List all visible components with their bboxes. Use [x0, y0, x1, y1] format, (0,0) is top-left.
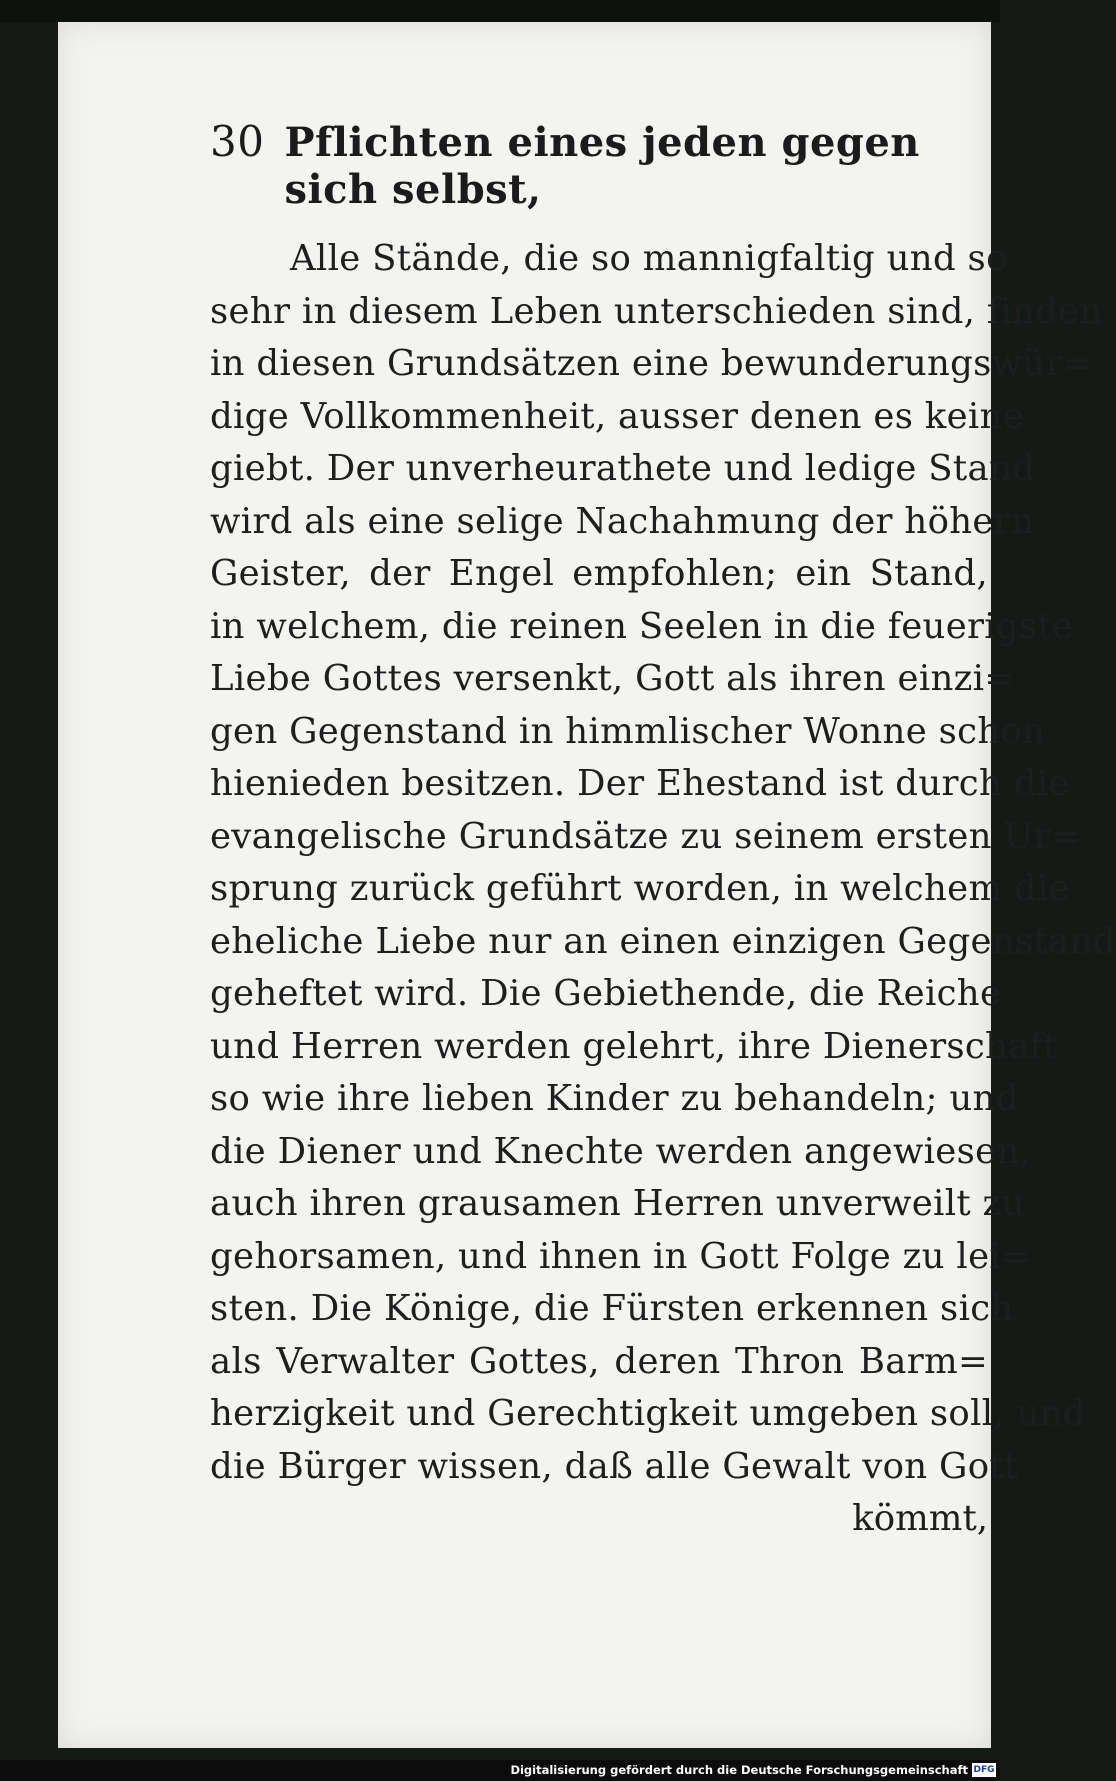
page-number: 30 — [210, 117, 265, 166]
text-line: gen Gegenstand in himmlischer Wonne schon — [210, 710, 1046, 752]
text-line: Geister, der Engel empfohlen; ein Stand, — [210, 553, 988, 594]
text-line: hienieden besitzen. Der Ehestand ist durch die — [210, 763, 1070, 804]
text-line: geheftet wird. Die Gebiethende, die Reiche — [210, 973, 1002, 1014]
running-head — [210, 117, 988, 213]
text-line: evangelische Grundsätze zu seinem ersten Ur= — [210, 815, 1081, 857]
text-line: sprung zurück geführt worden, in welchem die — [210, 868, 1070, 909]
catchword: kömmt, — [852, 1498, 988, 1539]
text-line: sehr in diesem Leben unterschieden sind, finden — [210, 290, 1103, 332]
text-line: die Bürger wissen, daß alle Gewalt von Gott — [210, 1445, 1019, 1487]
digitization-footer — [0, 1760, 1000, 1781]
body-paragraph — [210, 233, 1116, 1493]
text-line: dige Vollkommenheit, ausser denen es keine — [210, 395, 1025, 437]
book-page — [58, 22, 1116, 1748]
scan-border — [0, 0, 1000, 22]
text-line: Alle Stände, die so mannigfaltig und so — [290, 238, 1008, 279]
text-line: in diesen Grundsätzen eine bewunderungswür= — [210, 343, 1093, 384]
text-line: so wie ihre lieben Kinder zu behandeln; und — [210, 1078, 1019, 1119]
funding-credit: Digitalisierung gefördert durch die Deutsche Forschungsgemeinschaft — [510, 1763, 968, 1777]
text-line: als Verwalter Gottes, deren Thron Barm= — [210, 1340, 988, 1382]
text-line: auch ihren grausamen Herren unverweilt zu — [210, 1183, 1025, 1224]
text-line: sten. Die Könige, die Fürsten erkennen sich — [210, 1288, 1014, 1329]
text-line: wird als eine selige Nachahmung der höhern — [210, 500, 1035, 542]
running-title: Pflichten eines jeden gegen sich selbst, — [284, 119, 920, 213]
text-line: giebt. Der unverheurathete und ledige Stand — [210, 448, 1036, 489]
text-line: Liebe Gottes versenkt, Gott als ihren einzi= — [210, 658, 1015, 699]
text-line: und Herren werden gelehrt, ihre Dienerschaft — [210, 1025, 1058, 1067]
text-line: gehorsamen, und ihnen in Gott Folge zu lei= — [210, 1235, 1032, 1277]
text-line: die Diener und Knechte werden angewiesen, — [210, 1130, 1032, 1172]
text-line: herzigkeit und Gerechtigkeit umgeben soll, und — [210, 1393, 1086, 1434]
dfg-logo-icon: DFG — [973, 1765, 995, 1775]
page-content — [210, 117, 1116, 1546]
text-line: eheliche Liebe nur an einen einzigen Gegenstand — [210, 920, 1116, 962]
text-line: in welchem, die reinen Seelen in die feuerigste — [210, 605, 1074, 647]
